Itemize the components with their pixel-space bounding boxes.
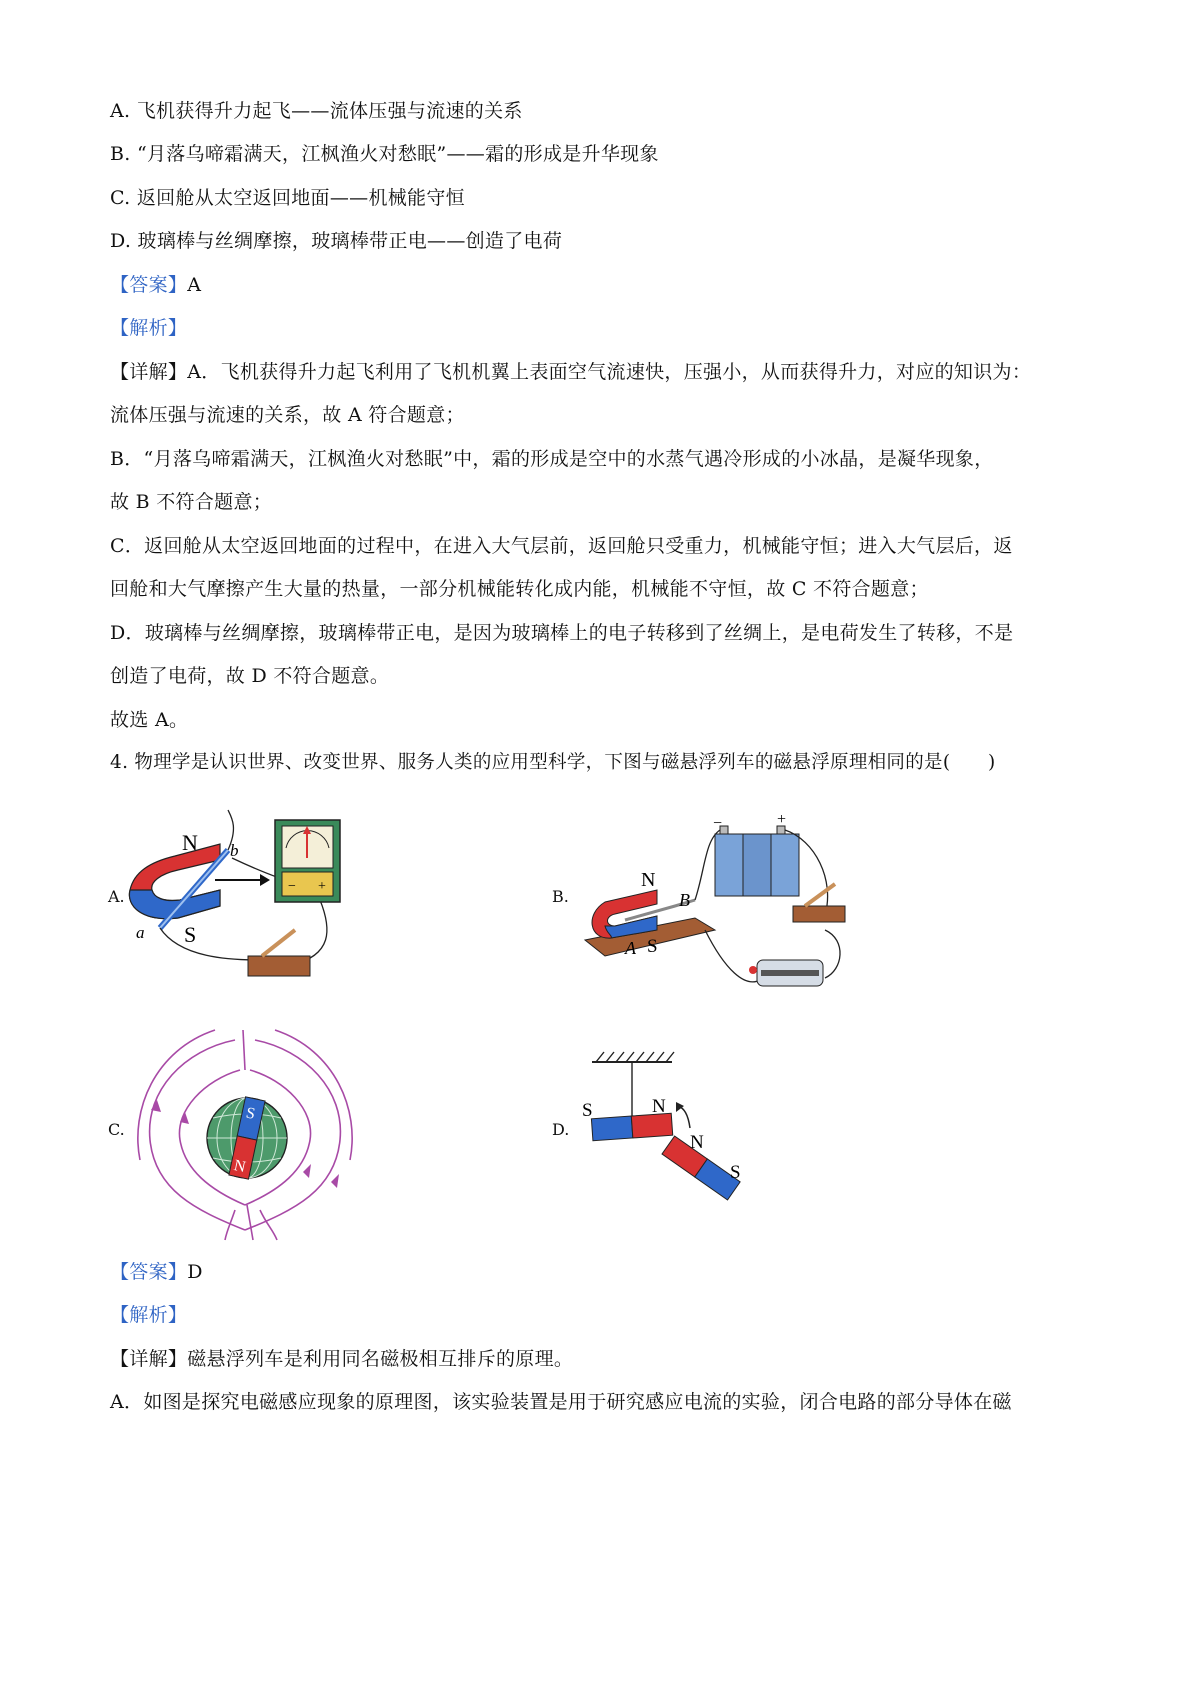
figure-label-d: D.	[552, 1120, 570, 1139]
label-n: N	[232, 1157, 248, 1177]
repel-arrow	[678, 1106, 690, 1128]
q3-conclusion: 故选 A。	[110, 709, 189, 731]
label-minus: −	[713, 815, 723, 832]
q3-option-c: C. 返回舱从太空返回地面——机械能守恒	[110, 187, 465, 209]
q4-answer	[110, 1257, 203, 1284]
label-n2: N	[690, 1132, 704, 1153]
hanging-magnet	[591, 1113, 672, 1141]
detail-tag: 【详解】	[110, 361, 188, 383]
q4-detail-line-0: A．如图是探究电磁感应现象的原理图，该实验装置是用于研究感应电流的实验，闭合电路的部分导体在磁	[110, 1391, 1012, 1413]
figure-label-b: B.	[552, 887, 569, 906]
label-n1: N	[652, 1096, 666, 1117]
q3-detail-line-0	[110, 357, 1031, 384]
answer-tag: 【答案】	[110, 1261, 188, 1283]
switch	[248, 956, 310, 976]
label-n: N	[641, 869, 656, 891]
figure-b-motor	[585, 811, 855, 1000]
label-s: S	[647, 936, 658, 957]
q4-analysis-tag: 【解析】	[110, 1304, 188, 1326]
q3-detail-line-4: C．返回舱从太空返回地面的过程中，在进入大气层前，返回舱只受重力，机械能守恒；进入大气层后，返	[110, 535, 1013, 557]
q3-analysis-tag: 【解析】	[110, 317, 188, 339]
q3-option-a: A. 飞机获得升力起飞——流体压强与流速的关系	[110, 100, 523, 122]
switch	[793, 906, 845, 922]
figure-a-induction	[120, 810, 350, 985]
answer-value: D	[187, 1261, 203, 1283]
q3-option-b: B. “月落乌啼霜满天，江枫渔火对愁眠”——霜的形成是升华现象	[110, 143, 659, 165]
answer-value: A	[187, 274, 202, 296]
battery	[715, 834, 743, 896]
label-plus: +	[777, 811, 787, 828]
figure-d-magnets	[580, 1048, 770, 1208]
q3-detail-line-3: 故 B 不符合题意；	[110, 491, 273, 513]
label-s2: S	[730, 1162, 741, 1183]
answer-tag: 【答案】	[110, 274, 188, 296]
q3-detail-line-5: 回舱和大气摩擦产生大量的热量，一部分机械能转化成内能，机械能不守恒，故 C 不符合题意；	[110, 578, 929, 600]
q3-answer	[110, 270, 201, 297]
label-n: N	[182, 830, 198, 855]
label-a: a	[136, 923, 145, 942]
figure-label-c: C.	[108, 1120, 125, 1139]
q3-detail-line-2: B．“月落乌啼霜满天，江枫渔火对愁眠”中，霜的形成是空中的水蒸气遇冷形成的小冰晶，是凝华现象，	[110, 448, 994, 470]
label-b: b	[230, 841, 239, 860]
detail-tag: 【详解】	[110, 1348, 188, 1370]
label-b: B	[679, 890, 690, 910]
svg-text:+: +	[318, 879, 326, 894]
label-s: S	[184, 922, 197, 947]
q3-detail-line-7: 创造了电荷，故 D 不符合题意。	[110, 665, 390, 687]
label-a: A	[625, 938, 636, 958]
detail-text: 磁悬浮列车是利用同名磁极相互排斥的原理。	[187, 1348, 574, 1370]
q4-detail-first	[110, 1344, 573, 1371]
label-s1: S	[582, 1100, 593, 1121]
q3-detail-line-1: 流体压强与流速的关系，故 A 符合题意；	[110, 404, 465, 426]
q3-option-d: D. 玻璃棒与丝绸摩擦，玻璃棒带正电——创造了电荷	[110, 230, 563, 252]
figure-c-earth-field	[135, 1030, 365, 1240]
figure-label-a: A.	[108, 887, 125, 906]
q3-detail-line-6: D．玻璃棒与丝绸摩擦，玻璃棒带正电，是因为玻璃棒上的电子转移到了丝绸上，是电荷发生了转移，不是	[110, 622, 1014, 644]
detail-text: A．飞机获得升力起飞利用了飞机机翼上表面空气流速快，压强小，从而获得升力，对应的知识为：	[187, 361, 1032, 383]
svg-text:−: −	[288, 879, 296, 894]
q4-question: 4. 物理学是认识世界、改变世界、服务人类的应用型科学，下图与磁悬浮列车的磁悬浮原理相同的是( )	[110, 752, 996, 773]
label-s: S	[244, 1104, 257, 1123]
